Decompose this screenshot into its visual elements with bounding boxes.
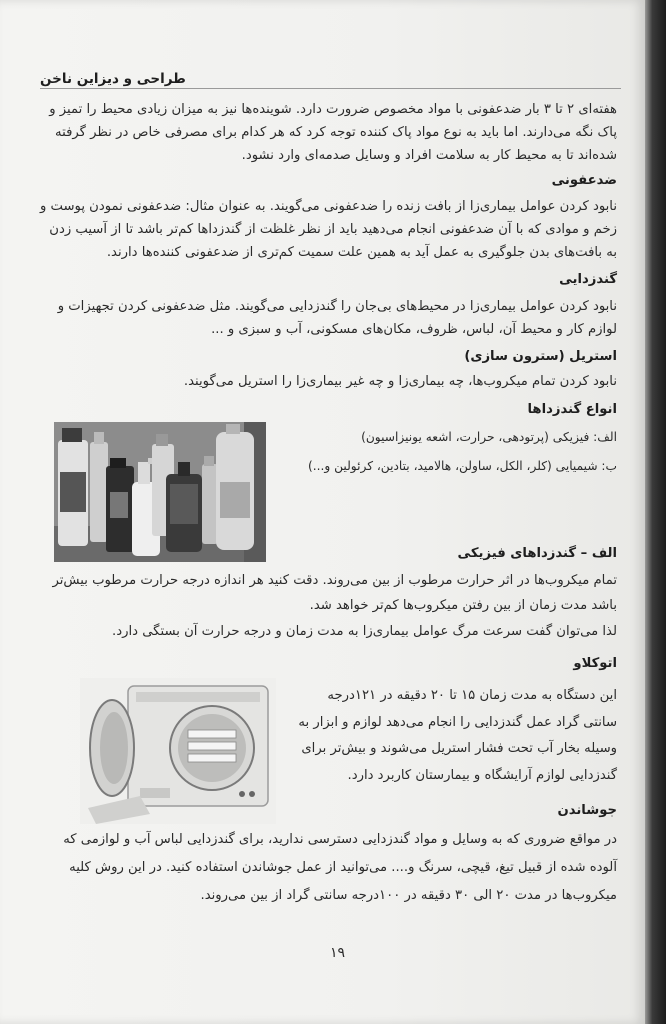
boiling-line-2: آلوده شده از قبیل تیغ، قیچی، سرنگ و.... می‌توانید از عمل جوشاندن استفاده کنید. در این روش کلیه: [69, 860, 617, 875]
boiling-line-1: در مواقع ضروری که به وسایل و مواد گندزدایی دسترسی ندارید، برای گندزدایی لباس آب و لوازمی که: [63, 832, 617, 847]
antisepsis-line-2: زخم و موادی که با آن ضدعفونی انجام می‌دهید باید از نظر غلظت از گندزداها کم‌تر باشد تا از آسیب زدن: [49, 222, 617, 237]
antisepsis-heading: ضدعفونی: [551, 173, 617, 188]
disinfectant-types-heading: انواع گندزداها: [527, 402, 617, 417]
physical-line-2: باشد مدت زمان از بین رفتن میکروب‌ها کم‌تر خواهد شد.: [309, 598, 617, 613]
sterilization-line-1: نابود کردن تمام میکروب‌ها، چه بیماری‌زا و چه غیر بیماری‌زا را استریل می‌گویند.: [183, 374, 617, 389]
autoclave-line-3: وسیله بخار آب تحت فشار استریل می‌شوند و بیش‌تر برای: [301, 741, 617, 756]
book-spine-edge: [645, 0, 666, 1024]
physical-line-1: تمام میکروب‌ها در اثر حرارت مرطوب از بین می‌روند. دقت کنید هر اندازه درجه حرارت مرطوب بیش‌تر: [52, 573, 617, 588]
antisepsis-line-3: به بافت‌های بدن جلوگیری به عمل آید به همین علت سمیت کم‌تری از ضدعفونی کننده‌ها دارند.: [106, 245, 617, 260]
bottles-illustration: [54, 422, 266, 562]
physical-line-3: لذا می‌توان گفت سرعت مرگ عوامل بیماری‌زا به مدت زمان و درجه حرارت آن بستگی دارد.: [112, 624, 617, 639]
disinfection-line-1: نابود کردن عوامل بیماری‌زا در محیط‌های بی‌جان را گندزدایی می‌گویند. مثل ضدعفونی کردن تجهیزات و: [57, 299, 617, 314]
header-rule: [40, 88, 621, 89]
disinfection-heading: گندزدایی: [559, 272, 617, 287]
disinfection-line-2: لوازم کار و محیط آن، لباس، ظروف، مکان‌های مسکونی، آب و سبزی و ...: [211, 322, 617, 337]
intro-line-3: شده‌اند تا به محیط کار به سلامت افراد و وسایل صدمه‌ای وارد نشود.: [241, 148, 617, 163]
autoclave-illustration: [80, 678, 276, 824]
disinfectant-type-chemical: ب: شیمیایی (کلر، الکل، ساولن، هالامید، بتادین، کرئولین و...): [307, 459, 617, 473]
antisepsis-line-1: نابود کردن عوامل بیماری‌زا از بافت زنده را ضدعفونی می‌گویند. به عنوان مثال: ضدعفونی نمودن پوست و: [39, 199, 617, 214]
boiling-heading: جوشاندن: [557, 803, 617, 818]
disinfectant-bottles-photo: [54, 422, 266, 562]
disinfectant-type-physical: الف: فیزیکی (پرتودهی، حرارت، اشعه یونیزاسیون): [361, 430, 617, 444]
autoclave-line-1: این دستگاه به مدت زمان ۱۵ تا ۲۰ دقیقه در ۱۲۱درجه: [327, 688, 617, 703]
intro-line-2: پاک نگه می‌دارند. اما باید به نوع مواد پاک کننده توجه کرد که هر کدام برای مصرفی خاص در نظر گرفته: [55, 125, 617, 140]
autoclave-line-2: سانتی گراد عمل گندزدایی را انجام می‌دهد لوازم و ابزار به: [298, 715, 617, 730]
physical-heading: الف – گندزداهای فیزیکی: [457, 546, 617, 561]
boiling-line-3: میکروب‌ها در مدت ۲۰ الی ۳۰ دقیقه در ۱۰۰درجه سانتی گراد از بین می‌روند.: [200, 888, 617, 903]
sterilization-heading: استریل (سترون سازی): [464, 349, 617, 364]
page-number: ۱۹: [330, 945, 346, 961]
intro-line-1: هفته‌ای ۲ تا ۳ بار ضدعفونی با مواد مخصوص ضرورت دارد. شوینده‌ها نیز به میزان زیادی محیط را تمیز و: [49, 102, 617, 117]
autoclave-photo: [80, 678, 276, 824]
autoclave-heading: اتوکلاو: [573, 656, 617, 671]
header-title: طراحی و دیزاین ناخن: [40, 71, 186, 87]
autoclave-line-4: گندزدایی لوازم آرایشگاه و بیمارستان کاربرد دارد.: [347, 768, 617, 783]
